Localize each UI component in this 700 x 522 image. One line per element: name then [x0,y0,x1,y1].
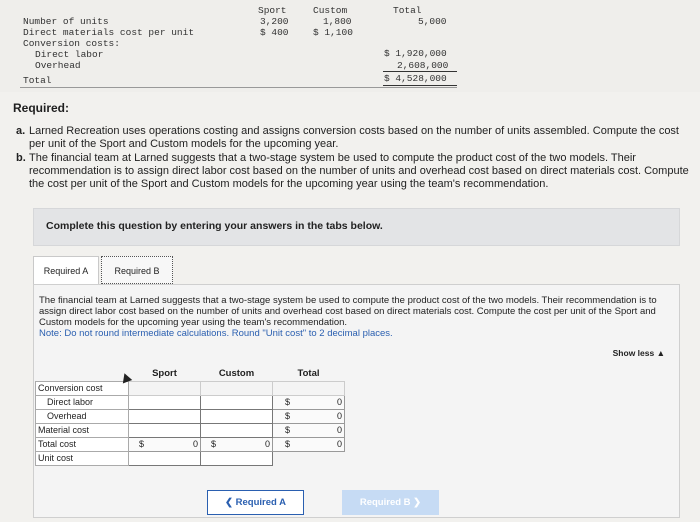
rounding-note: Note: Do not round intermediate calculations. Round "Unit cost" to 2 decimal places. [39,328,393,339]
direct-labor-total-cell: $ 0 [273,395,345,409]
material-total-cell: $ 0 [273,423,345,437]
units-label: Number of units [23,16,109,27]
subtotal-rule [383,71,457,72]
direct-materials-custom: $ 1,100 [313,27,353,38]
tab-required-a[interactable]: Required A [33,256,99,284]
material-sport-input[interactable] [129,423,201,437]
row-label-direct-labor: Direct labor [36,395,129,409]
col-total-header: Total [393,5,422,16]
prev-required-a-button[interactable]: ❮ Required A [207,490,304,515]
direct-materials-label: Direct materials cost per unit [23,27,195,38]
tab-required-b[interactable]: Required B [101,256,173,284]
req-a-text: Larned Recreation uses operations costing and assigns conversion costs based on the number of units assembled. Compute the cost per unit of the Sport and Custom models for the upcoming year. [29,125,679,150]
answer-panel [33,284,680,518]
direct-labor-total: $ 1,920,000 [384,48,447,59]
unit-cost-custom-input[interactable] [201,451,273,465]
unit-cost-sport-input[interactable] [129,451,201,465]
row-label-conversion-cost: Conversion cost [36,381,129,395]
direct-materials-sport: $ 400 [260,27,289,38]
overhead-sport-input[interactable] [129,409,201,423]
row-label-unit-cost: Unit cost [36,451,129,465]
grid-header-custom: Custom [201,367,273,381]
overhead-label: Overhead [35,60,81,71]
col-custom-header: Custom [313,5,348,16]
row-label-total-cost: Total cost [36,437,129,451]
direct-labor-custom-input[interactable] [201,395,273,409]
total-label: Total [23,75,52,86]
answer-grid [35,367,345,466]
panel-body-text: The financial team at Larned suggests that a two-stage system be used to compute the product cost of the two models. Their recommendation is to assign direct labor cost based on the number of units and overhead cost based on direct materials cost. Compute the cost per unit of the Sport and Custom models for the upcoming year using the team's recommendation. [39,295,657,328]
grid-header-sport: Sport [129,367,201,381]
units-sport: 3,200 [260,16,289,27]
unit-cost-total-blank [273,451,345,465]
conversion-total-blank [273,381,345,395]
conversion-custom-blank [201,381,273,395]
units-total: 5,000 [418,16,447,27]
overhead-total: 2,608,000 [397,60,449,71]
row-label-material-cost: Material cost [36,423,129,437]
total-cost-sport-cell: $ 0 [129,437,201,451]
panel-instructions [39,295,659,339]
req-a-prefix: a. [16,125,26,137]
instructions-text: Complete this question by entering your answers in the tabs below. [46,220,383,232]
grand-total: $ 4,528,000 [384,73,447,84]
material-custom-input[interactable] [201,423,273,437]
grid-header-total: Total [273,367,345,381]
total-cost-total-cell: $ 0 [273,437,345,451]
total-cost-custom-cell: $ 0 [201,437,273,451]
col-sport-header: Sport [258,5,287,16]
req-b-prefix: b. [16,152,26,164]
instructions-banner [33,208,680,246]
units-custom: 1,800 [323,16,352,27]
direct-labor-sport-input[interactable] [129,395,201,409]
direct-labor-label: Direct labor [35,49,104,60]
show-less-toggle[interactable]: Show less ▲ [612,348,665,358]
req-b-text: The financial team at Larned suggests that a two-stage system be used to compute the product cost of the two models. Their recommendation is to assign direct labor cost based on the number of units and overhead cost based on direct materials cost. Compute the cost per unit of the Sport and Custom models for the upcoming year using the team's recommendation. [29,152,689,190]
total-double-rule-1 [383,85,457,86]
conversion-sport-blank [129,381,201,395]
row-label-overhead: Overhead [36,409,129,423]
overhead-custom-input[interactable] [201,409,273,423]
required-heading: Required: [13,101,70,115]
table-bottom-rule [20,87,457,88]
next-required-b-button[interactable]: Required B ❯ [342,490,439,515]
conversion-costs-label: Conversion costs: [23,38,120,49]
overhead-total-cell: $ 0 [273,409,345,423]
